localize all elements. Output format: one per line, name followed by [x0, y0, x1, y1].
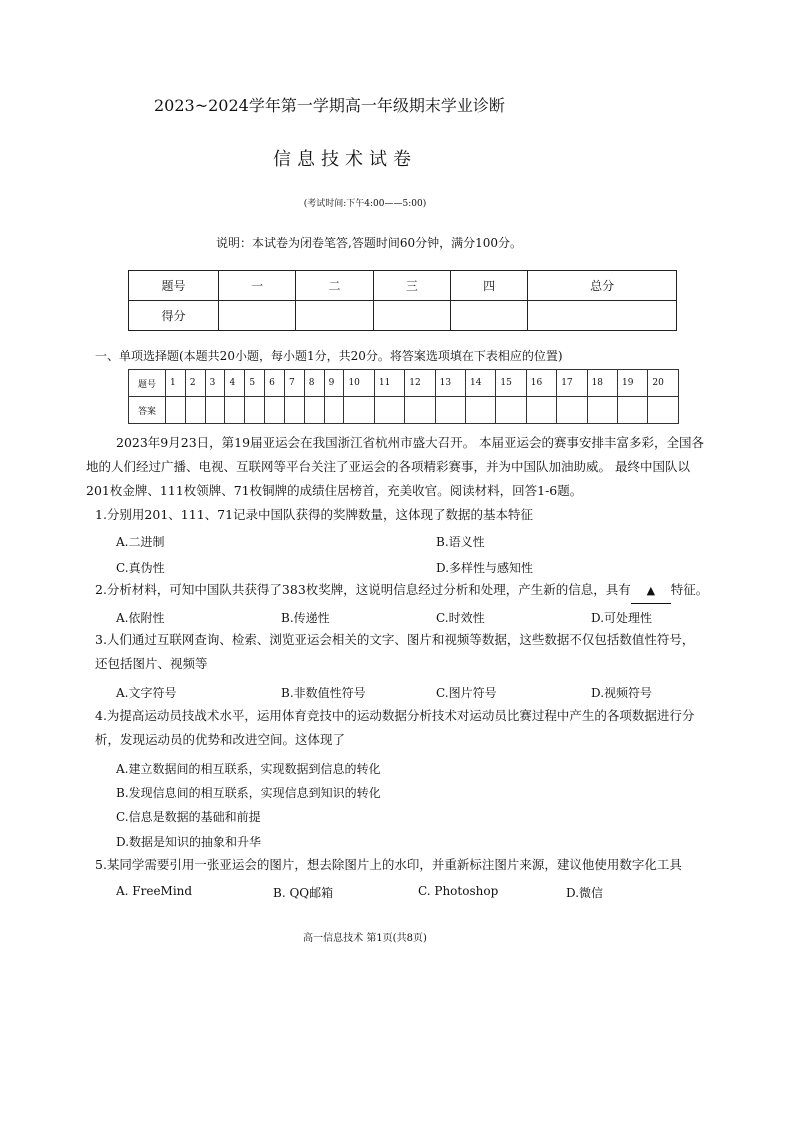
q2-option-d: D.可处理性: [591, 611, 653, 625]
question-1-stem: 1.分别用201、111、71记录中国队获得的奖牌数量，这体现了数据的基本特征: [95, 507, 534, 522]
score-field[interactable]: [450, 301, 527, 331]
question-4-stem: 4.为提高运动员技战术水平，运用体育竞技中的运动数据分析技术对运动员比赛过程中产生的各项数据进行分: [95, 708, 695, 723]
score-field[interactable]: [296, 301, 373, 331]
answer-number-cell: 4: [225, 370, 245, 397]
answer-number-cell: 5: [245, 370, 265, 397]
answer-field[interactable]: [185, 397, 205, 424]
question-3-stem: 3.人们通过互联网查询、检索、浏览亚运会相关的文字、图片和视频等数据，这些数据不仅包括数值性符号，: [95, 632, 695, 647]
answer-field[interactable]: [284, 397, 304, 424]
answer-number-cell: 6: [265, 370, 285, 397]
answer-number-cell: 19: [617, 370, 647, 397]
passage-line: 201枚金牌、111枚领牌、71枚铜牌的成绩住居榜首，充美收官。阅读材料，回答1-6题。: [86, 483, 583, 498]
passage-line: 地的人们经过广播、电视、互联网等平台关注了亚运会的各项精彩赛事，并为中国队加油助威。 最终中国队以: [86, 459, 690, 474]
instructions: 说明：本试卷为闭卷笔答,答题时间60分钟，满分100分。: [216, 236, 522, 250]
q1-option-d: D.多样性与感知性: [436, 561, 534, 575]
answer-field[interactable]: [405, 397, 435, 424]
answer-number-cell: 9: [324, 370, 344, 397]
answer-field[interactable]: [265, 397, 285, 424]
score-field[interactable]: [219, 301, 296, 331]
answer-number-cell: 11: [374, 370, 404, 397]
answer-field[interactable]: [304, 397, 324, 424]
question-4-stem-cont: 析，发现运动员的优势和改进空间。这体现了: [95, 732, 346, 747]
answer-number-cell: 10: [344, 370, 374, 397]
answer-number-cell: 14: [466, 370, 496, 397]
answer-blank: ▲: [631, 579, 671, 604]
answer-number-cell: 3: [205, 370, 225, 397]
subject-title: 信息技术试卷: [273, 149, 417, 170]
answer-field[interactable]: [344, 397, 374, 424]
q5-option-a: A. FreeMind: [116, 884, 193, 898]
page-footer: 高一信息技术 第1页(共8页): [303, 933, 427, 944]
q5-option-c: C. Photoshop: [418, 884, 499, 898]
q2-option-a: A.依附性: [116, 611, 165, 625]
exam-time: (考试时间:下午4:00——5:00): [303, 199, 427, 209]
score-field[interactable]: [373, 301, 450, 331]
score-field[interactable]: [528, 301, 677, 331]
question-2-stem: [95, 578, 708, 604]
q2-stem-post: 特征。: [670, 582, 709, 597]
answer-number-cell: 15: [496, 370, 526, 397]
q2-option-c: C.时效性: [436, 611, 485, 625]
score-header-cell: 三: [373, 271, 450, 301]
q4-option-b: B.发现信息间的相互联系，实现信息到知识的转化: [116, 786, 381, 800]
answer-number-cell: 20: [648, 370, 679, 397]
answer-field[interactable]: [587, 397, 617, 424]
score-row-label: 得分: [129, 301, 219, 331]
q3-option-c: C.图片符号: [436, 686, 497, 700]
answer-field[interactable]: [617, 397, 647, 424]
score-header-cell: 一: [219, 271, 296, 301]
q4-option-a: A.建立数据间的相互联系，实现数据到信息的转化: [116, 762, 381, 776]
q4-option-d: D.数据是知识的抽象和升华: [116, 835, 262, 849]
exam-title: 2023~2024学年第一学期高一年级期末学业诊断: [154, 96, 505, 115]
answer-field[interactable]: [496, 397, 526, 424]
answer-number-cell: 18: [587, 370, 617, 397]
q3-option-d: D.视频符号: [591, 686, 653, 700]
answer-number-cell: 12: [405, 370, 435, 397]
q4-option-c: C.信息是数据的基础和前提: [116, 810, 261, 824]
q3-option-a: A.文字符号: [116, 686, 177, 700]
q2-stem-pre: 2.分析材料，可知中国队共获得了383枚奖牌，这说明信息经过分析和处理，产生新的信息，具有: [95, 582, 631, 597]
answer-field[interactable]: [374, 397, 404, 424]
score-header-cell: 题号: [129, 271, 219, 301]
answer-field[interactable]: [225, 397, 245, 424]
q1-option-c: C.真伪性: [116, 561, 165, 575]
answer-header-label: 题号: [129, 370, 166, 397]
answer-number-cell: 8: [304, 370, 324, 397]
answer-field[interactable]: [245, 397, 265, 424]
answer-number-cell: 17: [557, 370, 587, 397]
q3-option-b: B.非数值性符号: [281, 686, 366, 700]
q5-option-d: D.微信: [566, 886, 604, 900]
section-heading: 一、单项选择题(本题共20小题，每小题1分，共20分。将答案选项填在下表相应的位置): [95, 349, 563, 363]
answer-number-cell: 1: [166, 370, 186, 397]
q1-option-a: A.二进制: [116, 535, 165, 549]
answer-number-cell: 16: [526, 370, 556, 397]
score-table: [128, 270, 677, 331]
question-3-stem-cont: 还包括图片、视频等: [95, 656, 208, 671]
answer-field[interactable]: [324, 397, 344, 424]
answer-number-cell: 2: [185, 370, 205, 397]
answer-field[interactable]: [435, 397, 465, 424]
question-5-stem: 5.某同学需要引用一张亚运会的图片，想去除图片上的水印，并重新标注图片来源，建议他使用数字化工具: [95, 857, 682, 872]
score-header-cell: 总分: [528, 271, 677, 301]
q1-option-b: B.语义性: [436, 535, 485, 549]
q5-option-b: B. QQ邮箱: [273, 886, 334, 900]
passage-line: 2023年9月23日，第19届亚运会在我国浙江省杭州市盛大召开。 本届亚运会的赛事安排丰富多彩，全国各: [116, 435, 705, 450]
answer-number-cell: 13: [435, 370, 465, 397]
score-header-cell: 二: [296, 271, 373, 301]
answer-field[interactable]: [557, 397, 587, 424]
answer-field[interactable]: [166, 397, 186, 424]
answer-field[interactable]: [648, 397, 679, 424]
answer-field[interactable]: [466, 397, 496, 424]
answer-field[interactable]: [526, 397, 556, 424]
answer-table: [128, 369, 679, 424]
score-header-cell: 四: [450, 271, 527, 301]
answer-row-label: 答案: [129, 397, 166, 424]
answer-number-cell: 7: [284, 370, 304, 397]
answer-field[interactable]: [205, 397, 225, 424]
q2-option-b: B.传递性: [281, 611, 330, 625]
